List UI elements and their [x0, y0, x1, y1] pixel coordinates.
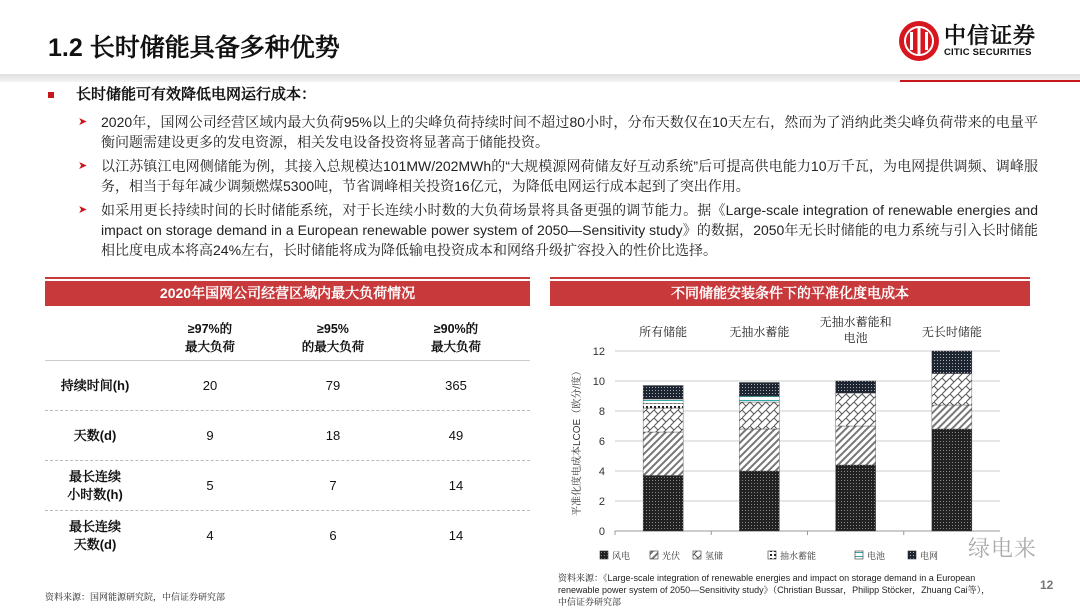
legend-label: 风电: [612, 551, 631, 561]
bar-segment-光伏: [739, 429, 779, 471]
y-axis-label: 平准化度电成本LCOE（欧分/度）: [572, 365, 583, 517]
y-tick-label: 8: [598, 406, 605, 418]
row-label: 持续时间(h): [60, 378, 130, 393]
bar-segment-电网: [932, 351, 972, 374]
arrow-bullet-icon: ➤: [78, 160, 88, 172]
legend-swatch: [908, 551, 916, 559]
arrow-bullet-icon: ➤: [78, 204, 88, 216]
bar-segment-抽水蓄能: [643, 404, 683, 409]
bar-segment-氢储: [932, 374, 972, 406]
header-cell: ≥97%的 最大负荷: [184, 322, 235, 354]
bullet-text: 以江苏镇江电网侧储能为例，其接入总规模达101MW/202MWh的“大规模源网荷储友好互动系统”后可提高供电能力10万千瓦，为电网提供调频、调峰服务，相当于每年减少调频燃煤5300吨，节省调峰相关投资16亿元，为降低电网运行成本起到了突出作用。: [101, 158, 1038, 194]
table-row: [45, 518, 530, 554]
cell: 79: [325, 378, 341, 393]
cell: 49: [448, 428, 464, 443]
bullet-item: [78, 156, 1038, 196]
legend-label: 电池: [867, 551, 886, 561]
bar-segment-光伏: [932, 405, 972, 429]
bullet-item: [78, 112, 1038, 152]
arrow-bullet-icon: ➤: [78, 116, 88, 128]
bullet-square-icon: [48, 92, 54, 98]
divider: [45, 360, 530, 361]
bar-segment-光伏: [836, 426, 876, 465]
cell: 365: [445, 378, 467, 393]
slide-title: 1.2 长时储能具备多种优势: [48, 34, 340, 62]
category-label: 无长时储能: [921, 325, 982, 339]
logo-chinese: 中信证券: [944, 22, 1037, 48]
category-label: 电池: [843, 331, 868, 345]
table-source: 资料来源：国网能源研究院，中信证券研究部: [45, 592, 226, 602]
bar-segment-电网: [643, 386, 683, 400]
bar-segment-电网: [836, 381, 876, 393]
bar-segment-电网: [739, 383, 779, 397]
legend-label: 电网: [920, 551, 939, 561]
divider: [45, 510, 530, 511]
bullet-text: 2020年，国网公司经营区域内最大负荷95%以上的尖峰负荷持续时间不超过80小时，分布天数仅在10天左右，然而为了消纳此类尖峰负荷带来的电量平衡问题需建设更多的发电资源，相关发电设备投资将显著高于储能投资。: [101, 114, 1038, 150]
header-cell: ≥95% 的最大负荷: [301, 322, 365, 354]
y-tick-label: 10: [592, 376, 605, 388]
y-tick-label: 12: [592, 346, 605, 358]
divider: [45, 410, 530, 411]
y-tick-label: 0: [598, 526, 605, 538]
bar-segment-电池: [643, 399, 683, 404]
table-header-row: [45, 320, 530, 356]
bar-segment-风电: [739, 471, 779, 531]
bar-segment-氢储: [739, 402, 779, 429]
cell: 4: [206, 528, 214, 543]
header-cell: ≥90%的 最大负荷: [430, 322, 481, 354]
bullet-item: [78, 200, 1038, 260]
cell: 14: [448, 528, 464, 543]
slide-header: [0, 0, 1080, 76]
lead-heading: [48, 86, 1038, 104]
cell: 9: [206, 428, 214, 443]
row-label: 最长连续 小时数(h): [67, 469, 123, 502]
y-tick-label: 4: [598, 466, 605, 478]
logo-english: CITIC SECURITIES: [944, 46, 1032, 58]
cell: 20: [202, 378, 218, 393]
table-row: [45, 468, 530, 504]
bar-segment-风电: [836, 465, 876, 531]
legend-swatch: [693, 551, 701, 559]
bar-segment-风电: [932, 429, 972, 531]
cell: 14: [448, 478, 464, 493]
header-accent-line: [900, 80, 1080, 82]
category-label: 所有储能: [639, 325, 688, 339]
table-row: [45, 427, 530, 445]
cell: 7: [329, 478, 337, 493]
body-text: [48, 86, 1038, 264]
table-top-line: [45, 277, 530, 279]
citic-emblem-icon: [898, 20, 940, 62]
legend-swatch: [768, 551, 776, 559]
row-label: 天数(d): [73, 428, 117, 443]
table-title: 2020年国网公司经营区域内最大负荷情况: [45, 281, 530, 306]
chart-source: 资料来源：《Large-scale integration of renewable energies and impact on storage demand in a European renewable power system of 2050—Sensitivity study》（Christian Bussar，Philipp Stöcker，Zhuang Cai等），中信证券研究部: [558, 573, 991, 607]
divider: [45, 460, 530, 461]
y-tick-label: 6: [598, 436, 605, 448]
chart-top-line: [550, 277, 1030, 279]
legend-label: 氢储: [705, 551, 724, 561]
category-label: 无抽水蓄能和: [819, 315, 892, 329]
lcoe-stacked-bar-chart: [550, 306, 1030, 571]
legend-label: 光伏: [662, 551, 681, 561]
legend-label: 抽水蓄能: [780, 551, 817, 561]
legend-swatch: [650, 551, 658, 559]
bar-segment-氢储: [643, 408, 683, 432]
legend-swatch: [600, 551, 608, 559]
bar-segment-光伏: [643, 432, 683, 476]
bar-segment-氢储: [836, 393, 876, 426]
cell: 5: [206, 478, 214, 493]
category-label: 无抽水蓄能: [729, 325, 790, 339]
chart-title: 不同储能安装条件下的平准化度电成本: [550, 281, 1030, 306]
y-tick-label: 2: [598, 496, 605, 508]
citic-logo: [898, 20, 1036, 62]
cell: 18: [325, 428, 341, 443]
row-label: 最长连续 天数(d): [68, 519, 121, 552]
bullet-text: 如采用更长持续时间的长时储能系统，对于长连续小时数的大负荷场景将具备更强的调节能力。据《Large-scale integration of renewable energies and impact on storage demand in a European renewable power system of 2050—Sensitivity study》的数据，2050年无长时储能的电力系统与引入长时储能相比度电成本将高24%左右，长时储能将成为降低输电投资成本和网络升级扩容投入的性价比选择。: [101, 202, 1038, 258]
lead-text: 长时储能可有效降低电网运行成本：: [76, 86, 317, 103]
cell: 6: [329, 528, 337, 543]
bar-segment-电池: [739, 396, 779, 402]
bar-segment-风电: [643, 476, 683, 532]
table-row: [45, 377, 530, 395]
watermark: 绿电来: [968, 536, 1038, 561]
legend-swatch: [855, 551, 863, 559]
page-number: 12: [1040, 578, 1054, 592]
